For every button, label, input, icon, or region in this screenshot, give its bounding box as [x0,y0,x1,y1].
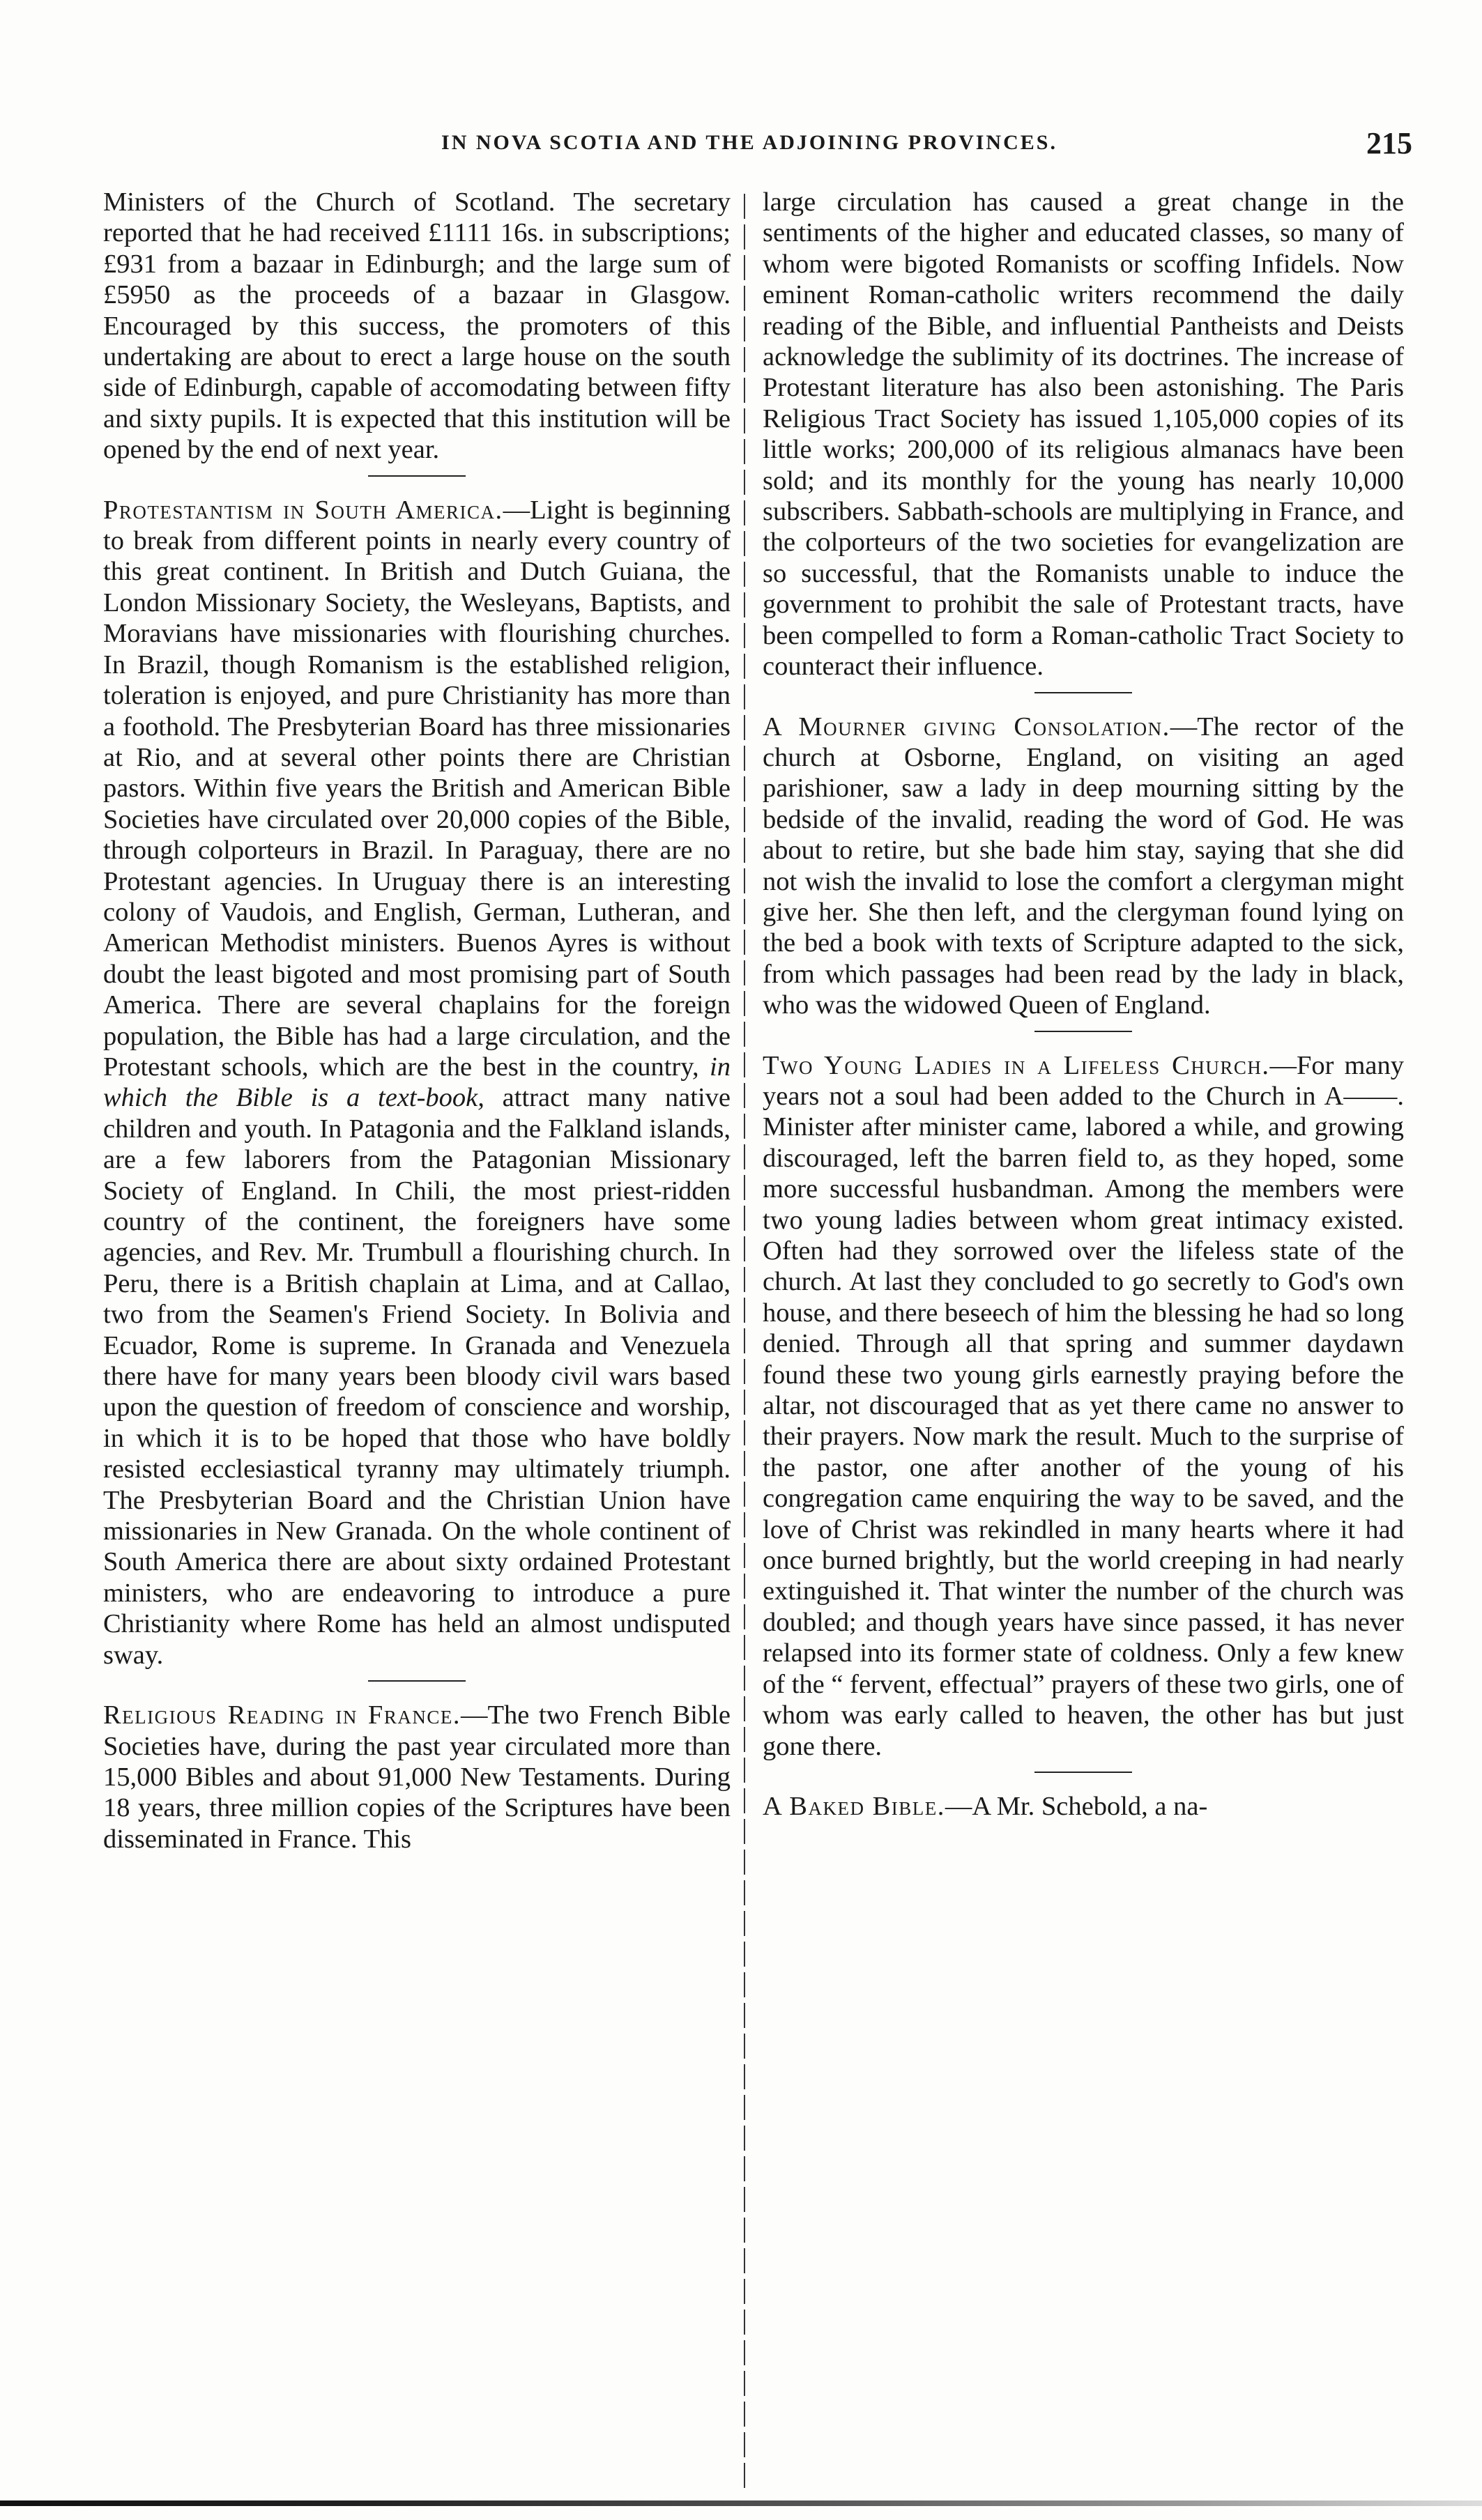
article-body: —The two French Bible Societies have, during the past year circulated more than 15,000 Bibles and about 91,000 New Testaments. During 18 years, three million copies of the Scriptures have been disseminated in France. This [103,1700,731,1854]
article-heading: A Baked Bible. [763,1791,945,1821]
article-body: —For many years not a soul had been added to the Church in A——. Minister after minister came, labored a while, and growing discouraged, left the barren field to, as they hoped, some more successful husbandman. Among the members were two young ladies between whom great intimacy existed. Often had they sorrowed over the lifeless state of the church. At last they concluded to go secretly to God's own house, and there beseech of him the blessing he had so long denied. Through all that spring and summer daydawn found these two young girls earnestly praying before the altar, not discouraged that as yet there came no answer to their prayers. Now mark the result. Much to the surprise of the pastor, one after another of the young of his congregation came enquiring the way to be saved, and the love of Christ was rekindled in many hearts where it had once burned brightly, but the world creeping in had nearly extinguished it. That winter the number of the church was doubled; and though years have since passed, it has never relapsed into its former state of coldness. Only a few knew of the “ fervent, effectual” prayers of these two girls, one of whom was early called to heaven, the other has but just gone there. [763,1050,1404,1761]
page-bottom-edge [0,2500,1482,2506]
article-mourner-consolation [763,712,1404,1021]
running-title: IN NOVA SCOTIA AND THE ADJOINING PROVINCES. [441,131,1057,154]
section-separator [1034,1031,1132,1032]
article-religious-reading-france [103,1700,731,1854]
article-body: —Light is beginning to break from different points in nearly every country of this great continent. In British and Dutch Guiana, the London Missionary Society, the Wesleyans, Baptists, and Moravians have missionaries with flourishing churches. In Brazil, though Romanism is the established religion, toleration is enjoyed, and pure Christianity has more than a foothold. The Presbyterian Board has three missionaries at Rio, and at several other points there are Christian pastors. Within five years the British and American Bible Societies have circulated over 20,000 copies of the Bible, through colporteurs in Brazil. In Paraguay, there are no Protestant agencies. In Uruguay there is an interesting colony of Vaudois, and English, German, Lutheran, and American Methodist ministers. Buenos Ayres is without doubt the least bigoted and most promising part of South America. There are several chaplains for the foreign population, the Bible has had a large circulation, and the Protestant schools, which are the best in the country, [103,495,731,1082]
page-number: 215 [1366,126,1412,160]
article-body-continued: attract many native children and youth. In Patagonia and the Falkland islands, are a few laborers from the Patagonian Missionary Society of England. In Chili, the most priest-ridden country of the continent, the foreigners have some agencies, and Rev. Mr. Trumbull a flourishing church. In Peru, there is a British chaplain at Lima, and at Callao, two from the Seamen's Friend Society. In Bolivia and Ecuador, Rome is supreme. In Granada and Venezuela there have for many years been bloody civil wars based upon the question of freedom of conscience and worship, in which it is to be hoped that those who have boldly resisted ecclesiastical tyranny may ultimately triumph. The Presbyterian Board and the Christian Union have missionaries in New Granada. On the whole continent of South America there are about sixty ordained Protestant ministers, who are endeavoring to introduce a pure Christianity where Rome has held an almost undisputed sway. [103,1083,731,1670]
article-two-young-ladies [763,1050,1404,1762]
article-heading: A Mourner giving Consolation. [763,712,1170,742]
article-baked-bible [763,1791,1404,1822]
right-column [763,187,1404,1822]
section-separator [1034,1772,1132,1773]
section-separator [368,475,466,477]
left-column [103,187,731,1854]
article-protestantism-south-america [103,495,731,1670]
article-body: —The rector of the church at Osborne, England, on visiting an aged parishioner, saw a lady in deep mourning sitting by the bedside of the invalid, reading the word of God. He was about to retire, but she bade him stay, saying that she did not wish the invalid to lose the comfort a clergyman might give her. She then left, and the clergyman found lying on the bed a book with texts of Scripture adapted to the sick, from which passages had been read by the lady in black, who was the widowed Queen of England. [763,712,1404,1020]
column-rule [744,194,745,2494]
article-heading: Protestantism in South America. [103,495,503,525]
continued-paragraph: large circulation has caused a great change in the sentiments of the higher and educated classes, so many of whom were bigoted Romanists or scoffing Infidels. Now eminent Roman-catholic writers recommend the daily reading of the Bible, and influential Pantheists and Deists acknowledge the sublimity of its doctrines. The increase of Protestant literature has also been astonishing. The Paris Religious Tract Society has issued 1,105,000 copies of its little works; 200,000 of its religious almanacs have been sold; and its monthly for the young has nearly 10,000 subscribers. Sabbath-schools are multiplying in France, and the colporteurs of the two societies for evangelization are so successful, that the Romanists unable to induce the government to prohibit the sale of Protestant tracts, have been compelled to form a Roman-catholic Tract Society to counteract their influence. [763,187,1404,682]
section-separator [1034,692,1132,693]
article-body: —A Mr. Schebold, a na- [945,1791,1208,1821]
article-heading: Two Young Ladies in a Lifeless Church. [763,1050,1270,1080]
article-heading: Religious Reading in France. [103,1700,461,1730]
section-separator [368,1680,466,1682]
article-emphasis: in which the Bible is a text-book, [103,1052,731,1113]
continued-paragraph: Ministers of the Church of Scotland. The secretary reported that he had received £1111 16s. in subscriptions; £931 from a bazaar in Edinburgh; and the large sum of £5950 as the proceeds of a bazaar in Glasgow. Encouraged by this success, the promoters of this undertaking are about to erect a large house on the south side of Edinburgh, capable of accomodating between fifty and sixty pupils. It is expected that this institution will be opened by the end of next year. [103,187,731,465]
